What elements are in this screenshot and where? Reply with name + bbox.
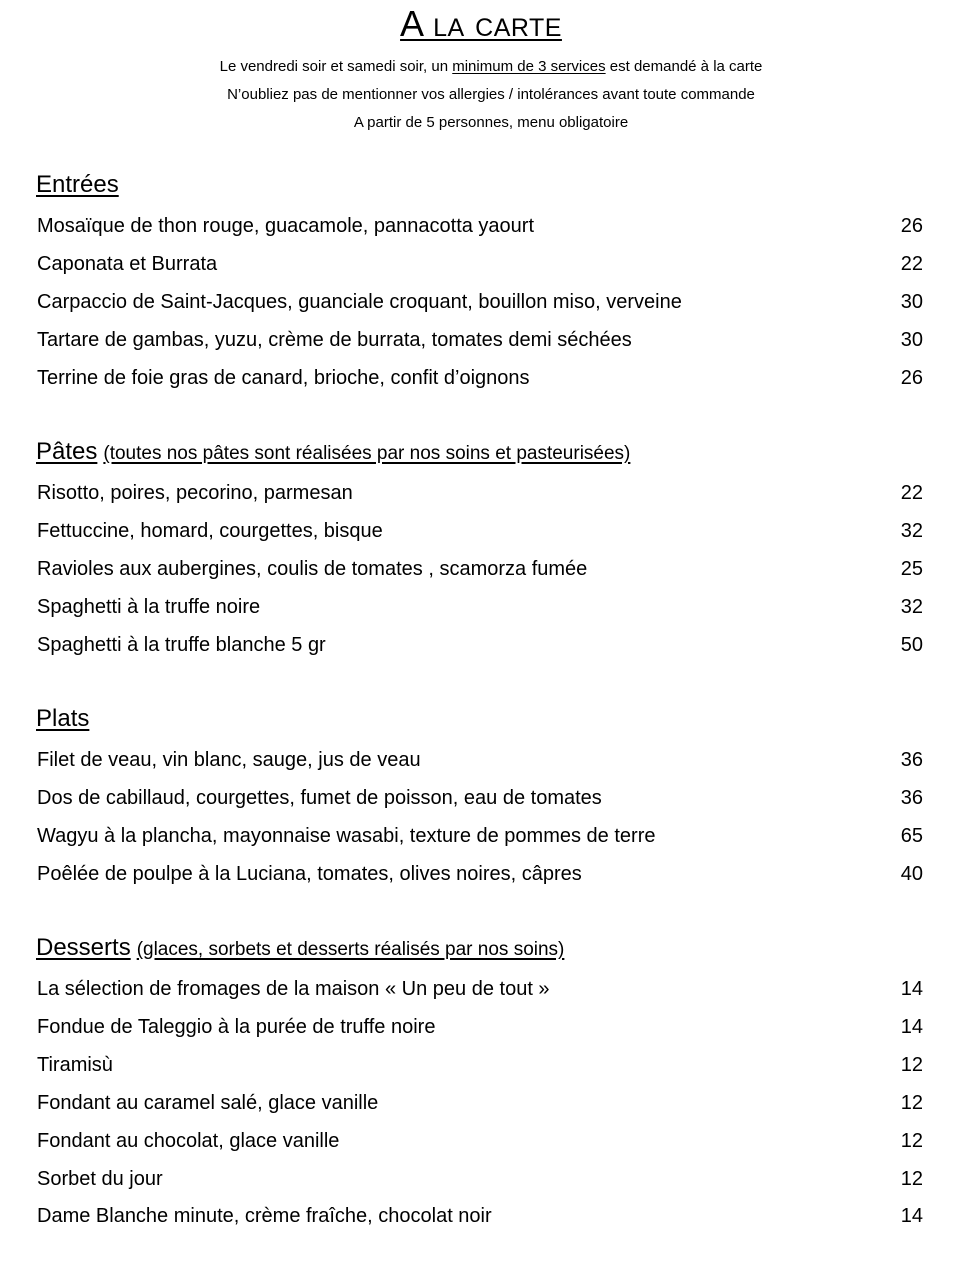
menu-item-price: 26 <box>900 215 923 237</box>
section-title-desserts-label: Desserts <box>36 934 131 961</box>
menu-item <box>37 1014 923 1040</box>
menu-item-price: 22 <box>900 482 923 504</box>
menu-item <box>37 213 923 239</box>
menu-item-price: 36 <box>900 749 923 771</box>
menu-item-name: Spaghetti à la truffe blanche 5 gr <box>37 634 326 656</box>
section-title-plats <box>36 704 89 734</box>
menu-item <box>37 785 923 811</box>
section-title-desserts <box>36 933 564 965</box>
section-title-entrees <box>36 170 119 200</box>
menu-item <box>37 823 923 849</box>
menu-item-price: 14 <box>900 1205 923 1227</box>
menu-item-name: Fondant au chocolat, glace vanille <box>37 1130 340 1152</box>
menu-item-price: 12 <box>900 1054 923 1076</box>
section-title-pates <box>36 437 630 469</box>
menu-item <box>37 1052 923 1078</box>
menu-item-name: Wagyu à la plancha, mayonnaise wasabi, texture de pommes de terre <box>37 825 656 847</box>
menu-item-price: 40 <box>900 863 923 885</box>
menu-item <box>37 327 923 353</box>
menu-item-price: 36 <box>900 787 923 809</box>
menu-item-name: Terrine de foie gras de canard, brioche, confit d’oignons <box>37 367 530 389</box>
menu-item-name: Fondue de Taleggio à la purée de truffe noire <box>37 1016 436 1038</box>
menu-item <box>37 1203 923 1229</box>
menu-item <box>37 632 923 658</box>
menu-item <box>37 1166 923 1192</box>
notice-minimum-underlined: minimum de 3 services <box>452 58 606 75</box>
menu-item-name: Poêlée de poulpe à la Luciana, tomates, olives noires, câpres <box>37 863 582 885</box>
notice-minimum-services <box>0 57 962 77</box>
menu-item-price: 50 <box>900 634 923 656</box>
menu-item-name: Ravioles aux aubergines, coulis de tomates , scamorza fumée <box>37 558 588 580</box>
menu-item-name: Sorbet du jour <box>37 1168 163 1190</box>
section-title-entrees-label: Entrées <box>36 171 119 198</box>
section-note-pates: (toutes nos pâtes sont réalisées par nos soins et pasteurisées) <box>103 443 631 464</box>
notice-group-menu: A partir de 5 personnes, menu obligatoire <box>353 114 629 131</box>
notice-allergies: N’oubliez pas de mentionner vos allergies / intolérances avant toute commande <box>227 86 755 103</box>
menu-item <box>37 556 923 582</box>
menu-item-price: 32 <box>900 520 923 542</box>
menu-item-price: 65 <box>900 825 923 847</box>
menu-item-price: 12 <box>900 1168 923 1190</box>
section-title-pates-label: Pâtes <box>36 438 98 465</box>
menu-item <box>37 365 923 391</box>
menu-item-name: Filet de veau, vin blanc, sauge, jus de veau <box>37 749 421 771</box>
menu-item-price: 26 <box>900 367 923 389</box>
menu-item-price: 14 <box>900 1016 923 1038</box>
menu-item-name: La sélection de fromages de la maison « Un peu de tout » <box>37 978 550 1000</box>
section-note-desserts: (glaces, sorbets et desserts réalisés par nos soins) <box>136 939 565 960</box>
page-title: A la carte <box>400 3 562 44</box>
section-title-plats-label: Plats <box>36 705 90 732</box>
menu-item <box>37 594 923 620</box>
menu-item-name: Dos de cabillaud, courgettes, fumet de poisson, eau de tomates <box>37 787 602 809</box>
menu-item-name: Tiramisù <box>37 1054 113 1076</box>
menu-item <box>37 861 923 887</box>
notice-minimum-pre: Le vendredi soir et samedi soir, un <box>219 58 453 75</box>
menu-item <box>37 1090 923 1116</box>
menu-item-name: Caponata et Burrata <box>37 253 218 275</box>
menu-item <box>37 289 923 315</box>
notice-minimum-post: est demandé à la carte <box>605 58 763 75</box>
menu-item-price: 25 <box>900 558 923 580</box>
menu-item-price: 30 <box>900 291 923 313</box>
menu-item-name: Tartare de gambas, yuzu, crème de burrata, tomates demi séchées <box>37 329 632 351</box>
menu-item-price: 14 <box>900 978 923 1000</box>
menu-item-price: 32 <box>900 596 923 618</box>
menu-item-name: Fondant au caramel salé, glace vanille <box>37 1092 379 1114</box>
menu-item-name: Fettuccine, homard, courgettes, bisque <box>37 520 383 542</box>
menu-item-price: 22 <box>900 253 923 275</box>
menu-item-name: Spaghetti à la truffe noire <box>37 596 261 618</box>
menu-item-name: Risotto, poires, pecorino, parmesan <box>37 482 353 504</box>
menu-item <box>37 976 923 1002</box>
menu-item <box>37 747 923 773</box>
menu-item-price: 12 <box>900 1092 923 1114</box>
menu-item-price: 12 <box>900 1130 923 1152</box>
menu-item <box>37 1128 923 1154</box>
menu-item <box>37 518 923 544</box>
menu-item-price: 30 <box>900 329 923 351</box>
menu-item-name: Dame Blanche minute, crème fraîche, chocolat noir <box>37 1205 492 1227</box>
menu-item-name: Carpaccio de Saint-Jacques, guanciale croquant, bouillon miso, verveine <box>37 291 682 313</box>
menu-item-name: Mosaïque de thon rouge, guacamole, pannacotta yaourt <box>37 215 535 237</box>
menu-item <box>37 480 923 506</box>
menu-item <box>37 251 923 277</box>
